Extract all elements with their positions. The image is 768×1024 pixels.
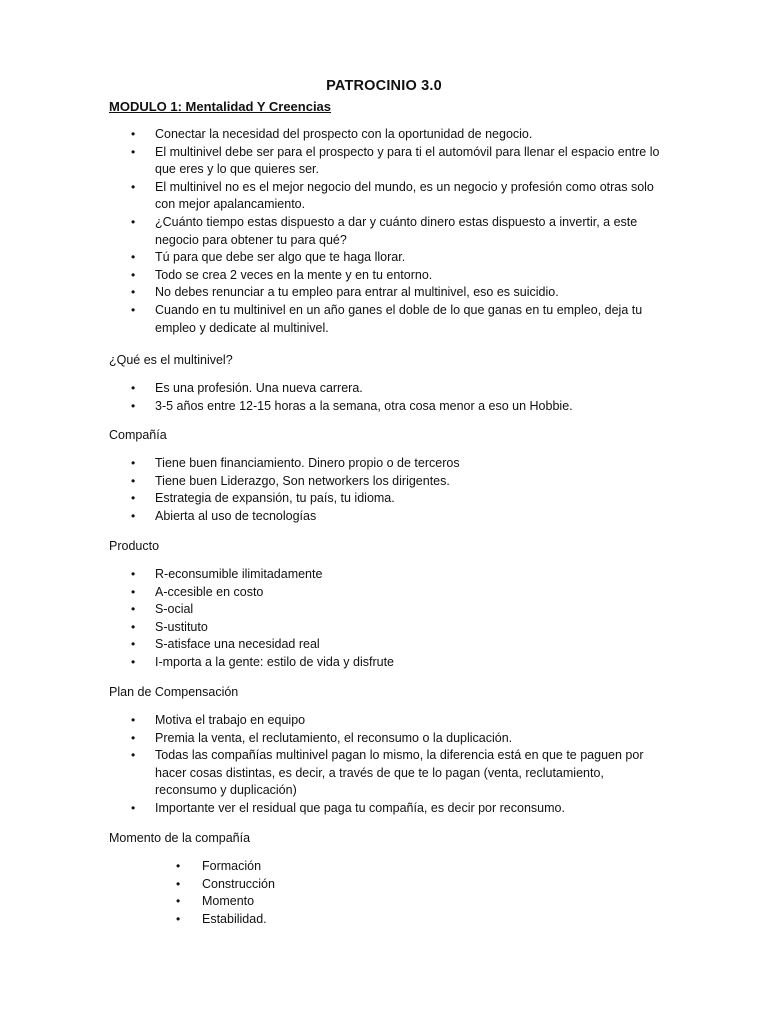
bullet-icon: •: [131, 285, 136, 300]
list-item-text: S-ocial: [155, 602, 194, 617]
bullet-icon: •: [131, 456, 136, 470]
bullet-icon: •: [131, 800, 136, 815]
bullet-icon: •: [176, 911, 181, 926]
bullet-icon: •: [131, 398, 136, 413]
bullet-icon: •: [131, 473, 136, 488]
bullet-icon: •: [131, 619, 136, 634]
bullet-icon: •: [131, 214, 136, 229]
list-item-text: Estabilidad.: [202, 911, 267, 926]
compania-bullet-list: [109, 455, 629, 525]
list-item-text: Todas las compañías multinivel pagan lo mismo, la diferencia está en que te paguen por hacer cosas distintas, es decir, a través de que te lo pagan (venta, reclutamiento, reconsumo y duplicación): [155, 748, 644, 798]
section-heading-momento: Momento de la compañía: [109, 831, 251, 845]
list-item-text: Abierta al uso de tecnologías: [155, 508, 317, 523]
list-item-text: Conectar la necesidad del prospecto con la oportunidad de negocio.: [155, 127, 533, 141]
que-es-bullet-list: [109, 380, 629, 415]
list-item: [109, 144, 669, 179]
bullet-icon: •: [131, 179, 136, 194]
list-item: [109, 800, 669, 818]
momento-bullet-list: [174, 858, 474, 928]
section-heading-compania: Compañía: [109, 428, 167, 442]
list-item: [174, 893, 474, 911]
bullet-icon: •: [176, 859, 181, 873]
list-item-text: ¿Cuánto tiempo estas dispuesto a dar y cuánto dinero estas dispuesto a invertir, a este negocio para obtener tu para qué?: [155, 214, 638, 247]
bullet-icon: •: [131, 637, 136, 652]
bullet-icon: •: [176, 876, 181, 891]
list-item: [109, 473, 629, 491]
list-item: [109, 730, 669, 748]
document-title: PATROCINIO 3.0: [326, 78, 442, 94]
list-item-text: Premia la venta, el reclutamiento, el reconsumo o la duplicación.: [155, 730, 513, 745]
intro-bullet-list: [109, 126, 669, 337]
list-item-text: 3-5 años entre 12-15 horas a la semana, otra cosa menor a eso un Hobbie.: [155, 398, 573, 413]
list-item: [109, 267, 669, 285]
list-item: [109, 126, 669, 144]
list-item: [109, 490, 629, 508]
list-item-text: R-econsumible ilimitadamente: [155, 567, 323, 581]
list-item: [109, 455, 629, 473]
list-item-text: I-mporta a la gente: estilo de vida y disfrute: [155, 654, 395, 669]
list-item-text: S-ustituto: [155, 619, 208, 634]
module-heading: MODULO 1: Mentalidad Y Creencias: [109, 99, 332, 114]
bullet-icon: •: [131, 127, 136, 141]
bullet-icon: •: [176, 894, 181, 909]
list-item: [174, 911, 474, 929]
section-heading-plan: Plan de Compensación: [109, 685, 239, 699]
bullet-icon: •: [131, 250, 136, 265]
bullet-icon: •: [131, 508, 136, 523]
bullet-icon: •: [131, 602, 136, 617]
list-item-text: S-atisface una necesidad real: [155, 637, 320, 652]
bullet-icon: •: [131, 567, 136, 581]
bullet-icon: •: [131, 748, 136, 763]
bullet-icon: •: [131, 491, 136, 506]
list-item: [109, 179, 669, 214]
list-item: [109, 284, 669, 302]
plan-bullet-list: [109, 712, 669, 818]
bullet-icon: •: [131, 730, 136, 745]
list-item: [109, 712, 669, 730]
bullet-icon: •: [131, 584, 136, 599]
list-item: [109, 508, 629, 526]
list-item-text: Formación: [202, 859, 262, 873]
list-item: [174, 876, 474, 894]
list-item-text: El multinivel debe ser para el prospecto y para ti el automóvil para llenar el espacio entre lo que eres y lo que quieres ser.: [155, 144, 660, 177]
section-heading-que-es: ¿Qué es el multinivel?: [109, 353, 233, 367]
list-item-text: El multinivel no es el mejor negocio del mundo, es un negocio y profesión como otras solo con mejor apalancamiento.: [155, 179, 654, 212]
section-heading-producto: Producto: [109, 539, 160, 553]
list-item-text: Es una profesión. Una nueva carrera.: [155, 381, 363, 395]
list-item: [109, 619, 629, 637]
list-item-text: Estrategia de expansión, tu país, tu idioma.: [155, 491, 395, 506]
bullet-icon: •: [131, 144, 136, 159]
bullet-icon: •: [131, 654, 136, 669]
list-item-text: A-ccesible en costo: [155, 584, 264, 599]
list-item: [109, 747, 669, 800]
list-item: [109, 584, 629, 602]
list-item: [109, 214, 669, 249]
list-item: [109, 654, 629, 672]
list-item: [109, 380, 629, 398]
bullet-icon: •: [131, 267, 136, 282]
list-item: [109, 601, 629, 619]
list-item-text: Cuando en tu multinivel en un año ganes el doble de lo que ganas en tu empleo, deja tu empleo y dedicate al multinivel.: [155, 302, 643, 335]
list-item: [109, 566, 629, 584]
list-item-text: Tú para que debe ser algo que te haga llorar.: [155, 250, 406, 265]
list-item-text: No debes renunciar a tu empleo para entrar al multinivel, eso es suicidio.: [155, 285, 559, 300]
list-item-text: Tiene buen Liderazgo, Son networkers los dirigentes.: [155, 473, 450, 488]
producto-bullet-list: [109, 566, 629, 672]
bullet-icon: •: [131, 381, 136, 395]
list-item-text: Tiene buen financiamiento. Dinero propio o de terceros: [155, 456, 460, 470]
bullet-icon: •: [131, 302, 136, 317]
list-item: [109, 249, 669, 267]
list-item: [109, 636, 629, 654]
list-item-text: Importante ver el residual que paga tu compañía, es decir por reconsumo.: [155, 800, 565, 815]
list-item-text: Construcción: [202, 876, 275, 891]
list-item-text: Motiva el trabajo en equipo: [155, 713, 306, 727]
list-item: [109, 398, 629, 416]
list-item: [174, 858, 474, 876]
bullet-icon: •: [131, 713, 136, 727]
list-item: [109, 302, 669, 337]
list-item-text: Todo se crea 2 veces en la mente y en tu entorno.: [155, 267, 433, 282]
list-item-text: Momento: [202, 894, 255, 909]
